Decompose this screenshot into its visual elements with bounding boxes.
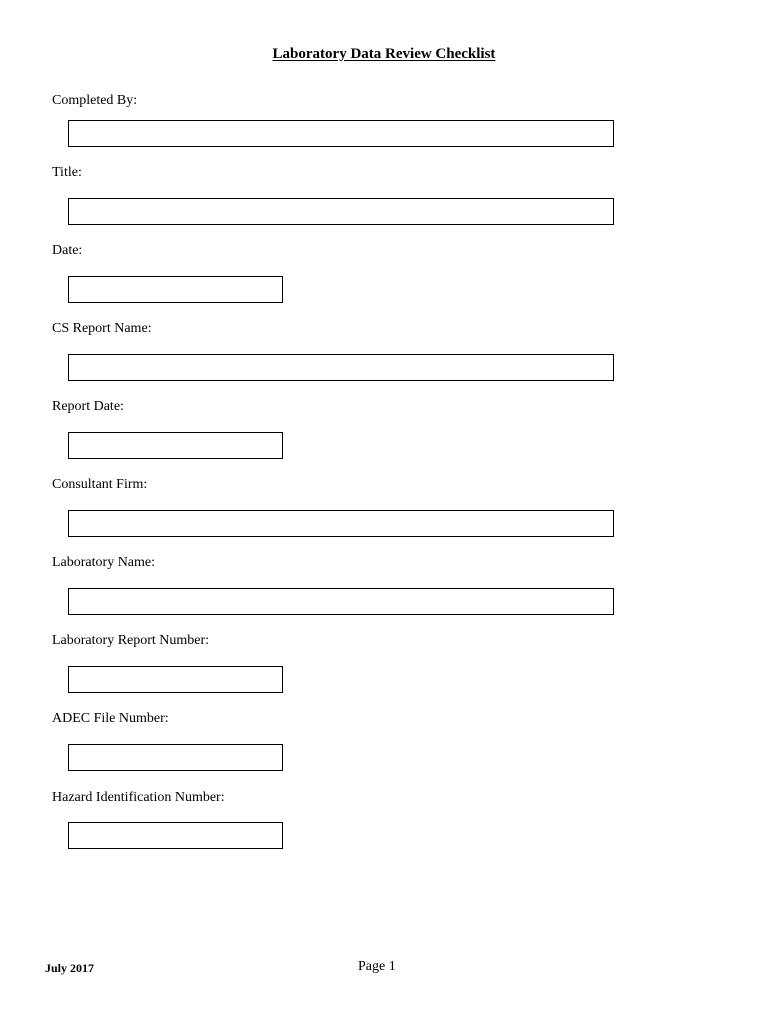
adec-file-number-label: ADEC File Number:: [52, 711, 169, 726]
report-date-field[interactable]: [68, 432, 283, 459]
report-date-label: Report Date:: [52, 399, 124, 414]
laboratory-report-number-field[interactable]: [68, 666, 283, 693]
hazard-identification-number-label: Hazard Identification Number:: [52, 790, 225, 805]
consultant-firm-label: Consultant Firm:: [52, 477, 148, 492]
title-field[interactable]: [68, 198, 614, 225]
consultant-firm-field[interactable]: [68, 510, 614, 537]
footer-page-number: Page 1: [358, 959, 396, 974]
completed-by-field[interactable]: [68, 120, 614, 147]
cs-report-name-label: CS Report Name:: [52, 321, 152, 336]
date-label: Date:: [52, 243, 83, 258]
hazard-identification-number-field[interactable]: [68, 822, 283, 849]
completed-by-label: Completed By:: [52, 93, 138, 108]
date-field[interactable]: [68, 276, 283, 303]
page-title: Laboratory Data Review Checklist: [272, 46, 496, 62]
title-label: Title:: [52, 165, 82, 180]
cs-report-name-field[interactable]: [68, 354, 614, 381]
footer-date: July 2017: [45, 961, 95, 975]
laboratory-name-field[interactable]: [68, 588, 614, 615]
laboratory-report-number-label: Laboratory Report Number:: [52, 633, 210, 648]
adec-file-number-field[interactable]: [68, 744, 283, 771]
laboratory-name-label: Laboratory Name:: [52, 555, 156, 570]
